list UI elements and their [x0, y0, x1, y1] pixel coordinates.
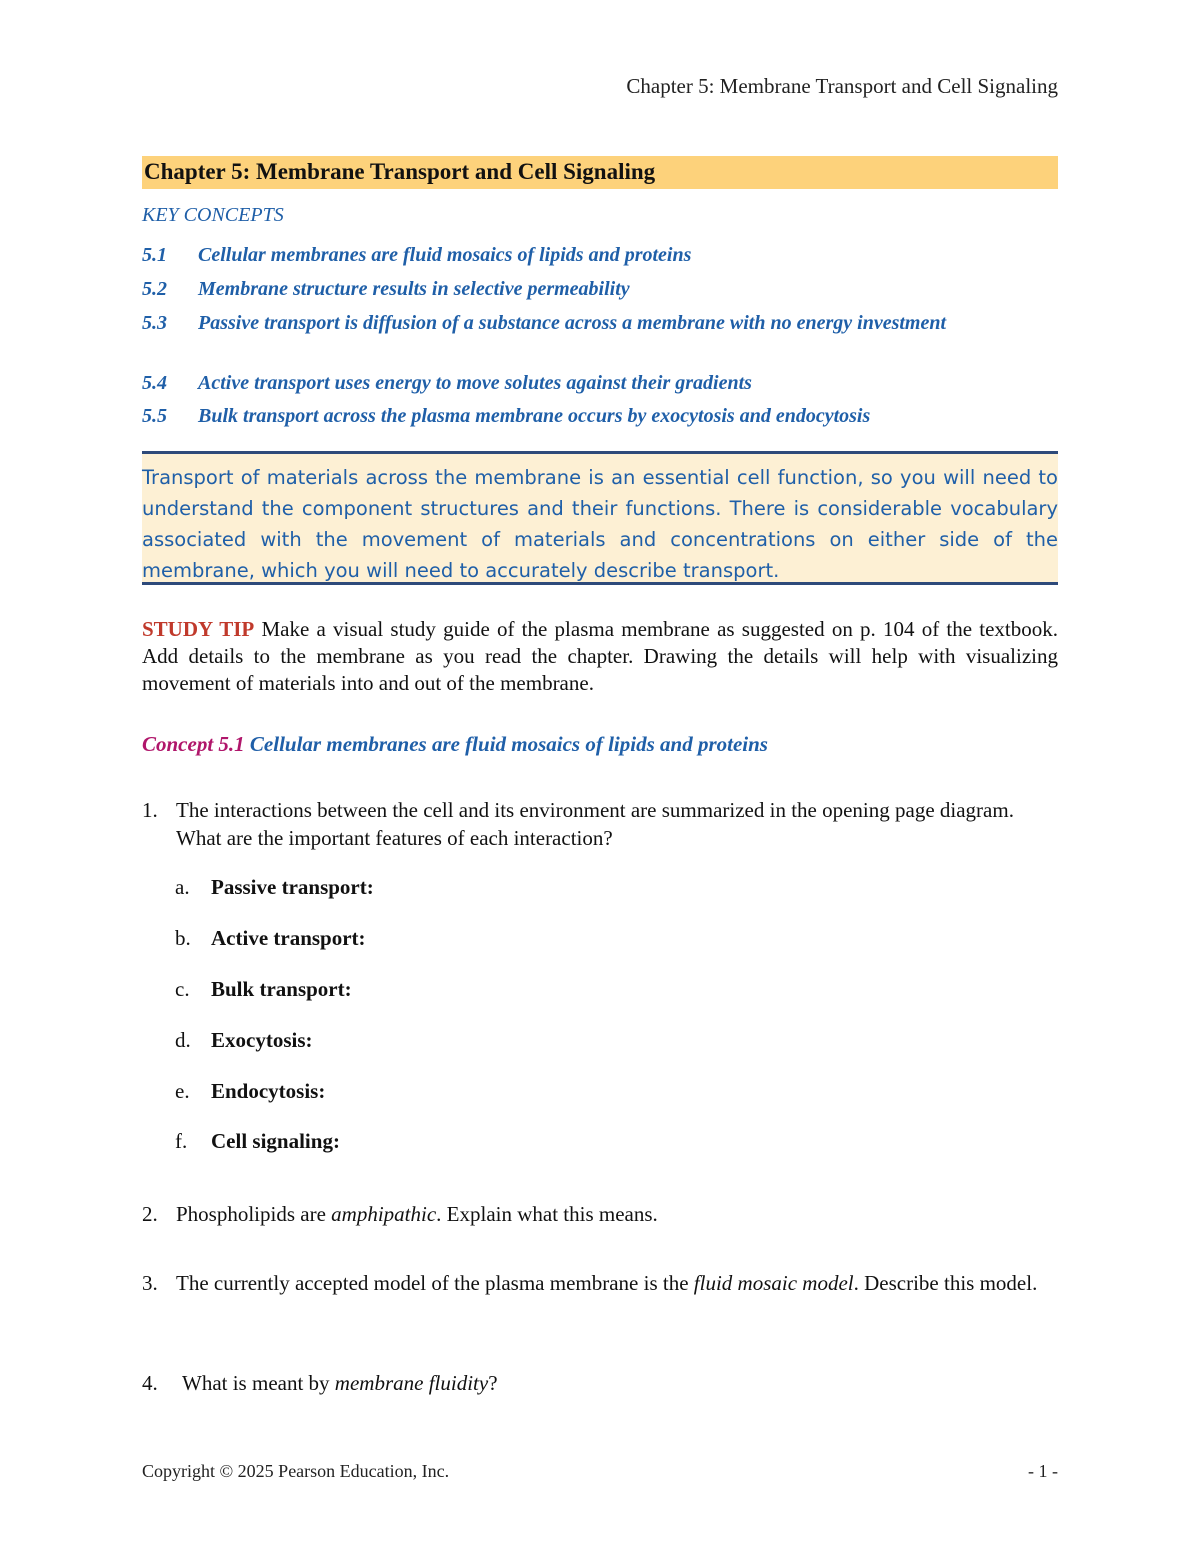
- sub-question-letter: f.: [175, 1129, 188, 1153]
- question-term: fluid mosaic model: [693, 1271, 854, 1295]
- sub-question-letter: d.: [175, 1028, 191, 1052]
- sub-question-letter: a.: [175, 875, 190, 899]
- key-concept-number: 5.3: [142, 312, 167, 334]
- question-number: 3.: [142, 1271, 158, 1295]
- sub-question-text: Bulk transport:: [211, 977, 352, 1001]
- intro-box: Transport of materials across the membrane is an essential cell function, so you will need to understand the component structures and their functions. There is considerable vocabulary associated with the movement of materials and concentrations on either side of the membrane, which you will need to accurately describe transport.: [142, 451, 1058, 585]
- key-concepts-heading: KEY CONCEPTS: [142, 204, 284, 226]
- question-number: 1.: [142, 798, 158, 822]
- sub-question-letter: e.: [175, 1079, 190, 1103]
- sub-question-text: Active transport:: [211, 926, 366, 950]
- question-text: What is meant by membrane fluidity?: [182, 1371, 498, 1395]
- sub-question-text: Cell signaling:: [211, 1129, 340, 1153]
- question-number: 4.: [142, 1371, 158, 1395]
- question-term: membrane fluidity: [334, 1371, 489, 1395]
- question-number: 2.: [142, 1202, 158, 1226]
- chapter-title: Chapter 5: Membrane Transport and Cell Signaling: [142, 156, 1058, 189]
- study-tip-label: STUDY TIP: [142, 617, 255, 641]
- key-concept-number: 5.1: [142, 244, 167, 266]
- sub-question-letter: b.: [175, 926, 191, 950]
- footer-copyright: Copyright © 2025 Pearson Education, Inc.: [142, 1461, 450, 1481]
- footer-page-number: - 1 -: [1028, 1461, 1058, 1481]
- question-text: The currently accepted model of the plasma membrane is the fluid mosaic model. Describe this model.: [176, 1271, 1038, 1295]
- key-concept-text: Membrane structure results in selective permeability: [198, 278, 630, 300]
- key-concept-number: 5.2: [142, 278, 167, 300]
- key-concept-text: Passive transport is diffusion of a substance across a membrane with no energy investment: [198, 312, 947, 334]
- question-text: Phospholipids are amphipathic. Explain what this means.: [176, 1202, 658, 1226]
- question-term: amphipathic: [331, 1202, 437, 1226]
- sub-question-letter: c.: [175, 977, 190, 1001]
- question-text: The interactions between the cell and its environment are summarized in the opening page diagram. What are the important features of each interaction?: [176, 798, 1014, 850]
- key-concept-text: Bulk transport across the plasma membrane occurs by exocytosis and endocytosis: [198, 405, 871, 427]
- study-tip-text: Make a visual study guide of the plasma membrane as suggested on p. 104 of the textbook. Add details to the membrane as you read the chapter. Drawing the details will help with visualizing movement of materials into and out of the membrane.: [142, 617, 1059, 695]
- sub-question-text: Endocytosis:: [211, 1079, 326, 1103]
- key-concept-text: Active transport uses energy to move solutes against their gradients: [198, 372, 752, 394]
- key-concept-text: Cellular membranes are fluid mosaics of lipids and proteins: [198, 244, 692, 266]
- running-header: Chapter 5: Membrane Transport and Cell Signaling: [626, 74, 1058, 98]
- key-concept-number: 5.5: [142, 405, 167, 427]
- concept-title: Cellular membranes are fluid mosaics of lipids and proteins: [249, 732, 768, 756]
- sub-question-text: Exocytosis:: [211, 1028, 313, 1052]
- key-concept-number: 5.4: [142, 372, 167, 394]
- sub-question-text: Passive transport:: [211, 875, 374, 899]
- concept-heading: [142, 732, 768, 757]
- study-tip: [142, 616, 1058, 697]
- concept-label: Concept 5.1: [142, 732, 245, 756]
